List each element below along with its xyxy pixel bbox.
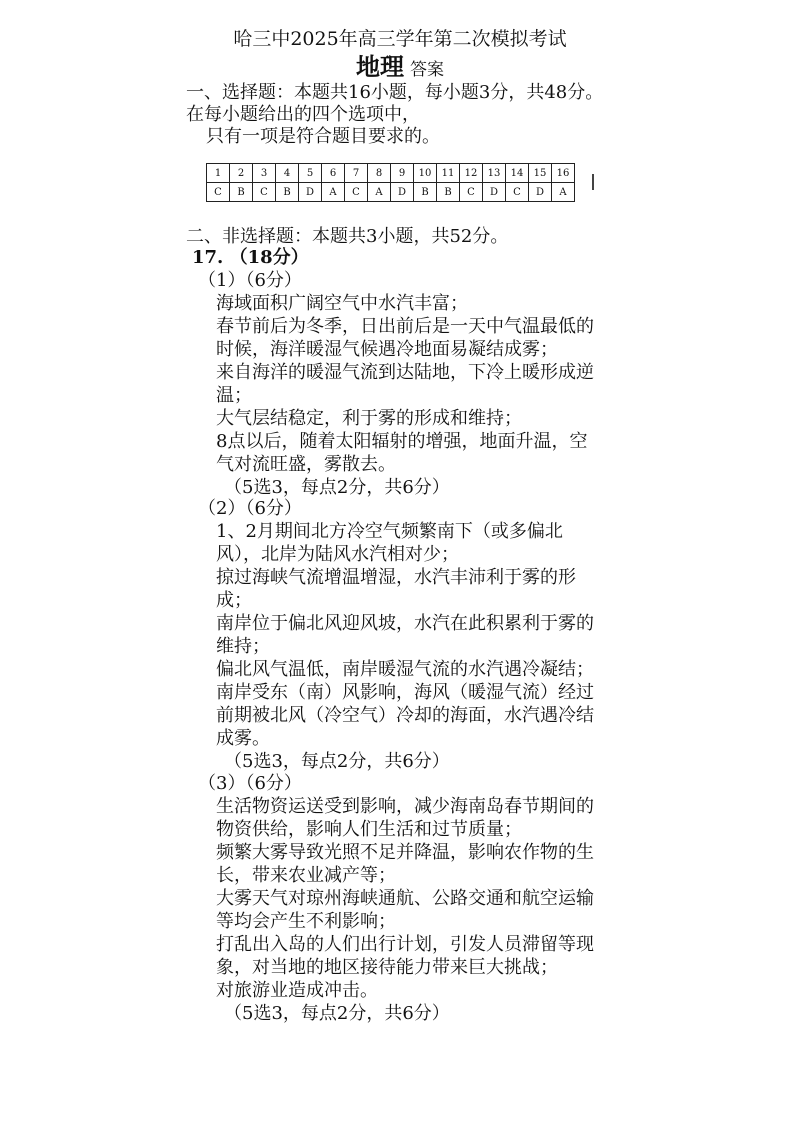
answer-cell: D — [391, 183, 414, 202]
answer-cell: A — [368, 183, 391, 202]
q17-part1-line: 海域面积广阔空气中水汽丰富； — [216, 293, 468, 314]
q17-part1-line: 春节前后为冬季，日出前后是一天中气温最低的 — [216, 316, 594, 337]
q17-part3-line: 象，对当地的地区接待能力带来巨大挑战； — [216, 957, 558, 978]
q17-part3-line: 长，带来农业减产等； — [216, 865, 396, 886]
table-edge-mark — [592, 174, 594, 190]
answer-table — [206, 163, 575, 202]
q17-part2-line: 维持； — [216, 636, 270, 657]
q17-part1-line: 来自海洋的暖湿气流到达陆地，下冷上暖形成逆 — [216, 362, 594, 383]
question-number: 4 — [276, 164, 299, 183]
answer-table-number-row — [207, 164, 575, 183]
q17-part3-line: 大雾天气对琼州海峡通航、公路交通和航空运输 — [216, 888, 594, 909]
q17-part3-line: 打乱出入岛的人们出行计划，引发人员滞留等现 — [216, 934, 594, 955]
q17-part1-line: 时候，海洋暖湿气候遇冷地面易凝结成雾； — [216, 339, 558, 360]
q17-part3-line: 物资供给，影响人们生活和过节质量； — [216, 819, 522, 840]
q17-part3-line: 等均会产生不利影响； — [216, 911, 396, 932]
question-number: 16 — [552, 164, 575, 183]
q17-part3-line: 频繁大雾导致光照不足并降温，影响农作物的生 — [216, 842, 594, 863]
question-number: 13 — [483, 164, 506, 183]
answer-cell: C — [460, 183, 483, 202]
subject-heading — [0, 55, 800, 79]
question-number: 3 — [253, 164, 276, 183]
question-number: 7 — [345, 164, 368, 183]
q17-part3-score: （5选3，每点2分，共6分） — [224, 1003, 450, 1024]
question-number: 10 — [414, 164, 437, 183]
q17-part2-label: （2）（6分） — [198, 498, 302, 519]
answer-cell: B — [437, 183, 460, 202]
q17-part2-line: 掠过海峡气流增温增湿，水汽丰沛利于雾的形 — [216, 567, 576, 588]
q17-part1-line: 大气层结稳定，利于雾的形成和维持； — [216, 408, 522, 429]
question-number: 1 — [207, 164, 230, 183]
subject-suffix: 答案 — [410, 60, 444, 80]
section2-heading: 二、非选择题：本题共3小题，共52分。 — [186, 226, 509, 247]
q17-part3-label: （3）（6分） — [198, 773, 302, 794]
answer-cell: B — [414, 183, 437, 202]
answer-cell: B — [276, 183, 299, 202]
answer-cell: C — [253, 183, 276, 202]
question-number: 12 — [460, 164, 483, 183]
answer-cell: A — [552, 183, 575, 202]
q17-part3-line: 生活物资运送受到影响，减少海南岛春节期间的 — [216, 796, 594, 817]
question-number: 6 — [322, 164, 345, 183]
answer-cell: C — [345, 183, 368, 202]
answer-cell: A — [322, 183, 345, 202]
section1-line2: 在每小题给出的四个选项中， — [186, 104, 420, 125]
question-number: 8 — [368, 164, 391, 183]
q17-part1-score: （5选3，每点2分，共6分） — [224, 477, 450, 498]
question-number: 14 — [506, 164, 529, 183]
q17-part2-line: 风），北岸为陆风水汽相对少； — [216, 544, 459, 565]
question-number: 5 — [299, 164, 322, 183]
q17-part2-line: 南岸位于偏北风迎风坡，水汽在此积累利于雾的 — [216, 613, 594, 634]
q17-part2-line: 前期被北风（冷空气）冷却的海面，水汽遇冷结 — [216, 705, 594, 726]
question-number: 2 — [230, 164, 253, 183]
answer-cell: B — [230, 183, 253, 202]
q17-part2-line: 1、2月期间北方冷空气频繁南下（或多偏北 — [216, 521, 563, 542]
q17-part2-line: 偏北风气温低，南岸暖湿气流的水汽遇冷凝结； — [216, 659, 594, 680]
q17-part2-line: 成； — [216, 590, 252, 611]
answer-cell: D — [529, 183, 552, 202]
q17-part3-line: 对旅游业造成冲击。 — [216, 980, 378, 1001]
q17-part1-line: 8点以后，随着太阳辐射的增强，地面升温，空 — [216, 431, 588, 452]
q17-part2-line: 南岸受东（南）风影响，海风（暖湿气流）经过 — [216, 682, 594, 703]
question-number: 11 — [437, 164, 460, 183]
q17-part1-label: （1）（6分） — [198, 270, 302, 291]
exam-title: 哈三中2025年高三学年第二次模拟考试 — [233, 28, 567, 50]
answer-cell: C — [207, 183, 230, 202]
q17-part2-score: （5选3，每点2分，共6分） — [224, 751, 450, 772]
question-number: 9 — [391, 164, 414, 183]
answer-cell: D — [483, 183, 506, 202]
section1-line3: 只有一项是符合题目要求的。 — [206, 126, 440, 147]
answer-cell: D — [299, 183, 322, 202]
q17-part1-line: 温； — [216, 385, 252, 406]
q17-part2-line: 成雾。 — [216, 728, 270, 749]
q17-part1-line: 气对流旺盛，雾散去。 — [216, 454, 396, 475]
q17-label: 17. （18分） — [192, 247, 309, 268]
question-number: 15 — [529, 164, 552, 183]
subject-name: 地理 — [356, 53, 404, 81]
section1-heading: 一、选择题：本题共16小题，每小题3分，共48分。 — [186, 82, 604, 103]
answer-cell: C — [506, 183, 529, 202]
answer-table-answer-row — [207, 183, 575, 202]
